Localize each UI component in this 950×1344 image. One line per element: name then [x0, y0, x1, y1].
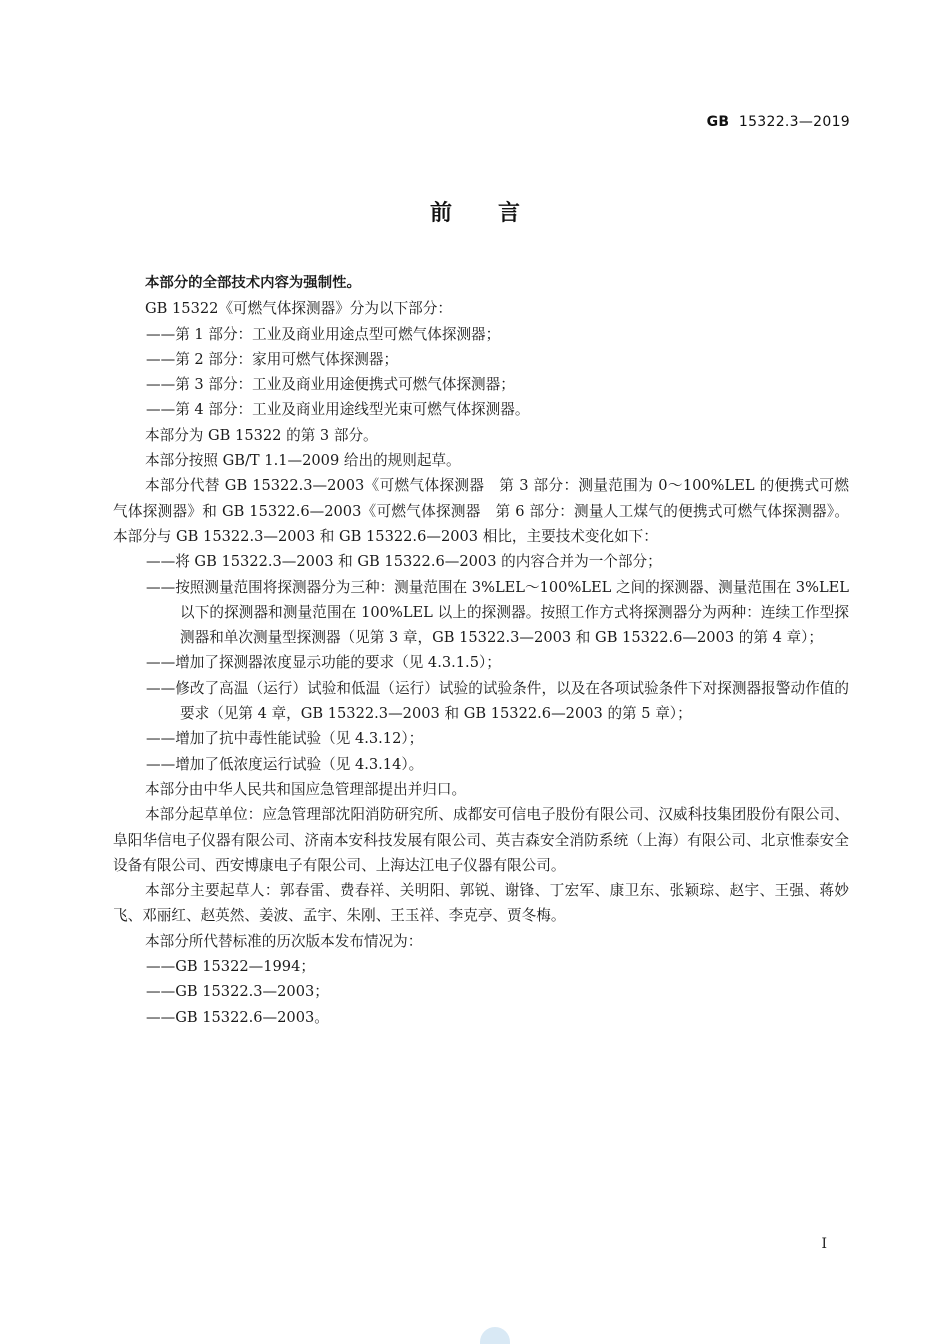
list-item-part3: ——第 3 部分：工业及商业用途便携式可燃气体探测器； — [146, 376, 515, 394]
list-item-history3: ——GB 15322.6—2003。 — [146, 1008, 329, 1026]
list-item-change3: ——增加了探测器浓度显示功能的要求（见 4.3.1.5）； — [146, 654, 501, 672]
standard-code-prefix: GB — [706, 114, 730, 130]
paragraph-drafting-units: 本部分起草单位：应急管理部沈阳消防研究所、成都安可信电子股份有限公司、汉威科技集团股份有限公司、阜阳华信电子仪器有限公司、济南本安科技发展有限公司、英吉森安全消防系统（上海）有限公司、北京惟泰安全设备有限公司、西安博康电子有限公司、上海达江电子仪器有限公司。 — [113, 806, 849, 874]
paragraph-drafting-rules: 本部分按照 GB/T 1.1—2009 给出的规则起草。 — [145, 452, 461, 470]
page-title: 前言 — [429, 201, 566, 226]
list-item-change2: ——按照测量范围将探测器分为三种：测量范围在 3%LEL～100%LEL 之间的探测器、测量范围在 3%LEL 以下的探测器和测量范围在 100%LEL 以上的探测器。按照工作方式将探测器分为两种：连续工作型探测器和单次测量型探测器（见第 3 章，GB 15322.3—2003 和 GB 15322.6—2003 的第 4 章）； — [146, 578, 849, 647]
list-item-history2: ——GB 15322.3—2003； — [146, 983, 329, 1001]
list-item-change5: ——增加了抗中毒性能试验（见 4.3.12）； — [146, 730, 424, 748]
list-item-part4: ——第 4 部分：工业及商业用途线型光束可燃气体探测器。 — [146, 401, 530, 419]
standard-code — [707, 114, 850, 130]
document-body — [113, 271, 849, 1030]
list-item-history1: ——GB 15322—1994； — [146, 958, 315, 976]
list-item-change6: ——增加了低浓度运行试验（见 4.3.14）。 — [146, 755, 424, 773]
list-item-change1: ——将 GB 15322.3—2003 和 GB 15322.6—2003 的内容合并为一个部分； — [146, 553, 662, 571]
list-item-part2: ——第 2 部分：家用可燃气体探测器； — [146, 350, 399, 368]
paragraph-parts-intro: GB 15322《可燃气体探测器》分为以下部分： — [145, 300, 452, 318]
list-item-change4: ——修改了高温（运行）试验和低温（运行）试验的试验条件，以及在各项试验条件下对探测器报警动作值的要求（见第 4 章，GB 15322.3—2003 和 GB 15322.6—2003 的第 5 章）； — [146, 679, 849, 723]
page-number: I — [821, 1236, 827, 1252]
mandatory-statement: 本部分的全部技术内容为强制性。 — [145, 275, 361, 291]
paragraph-part-number: 本部分为 GB 15322 的第 3 部分。 — [145, 426, 378, 444]
standard-code-number: 15322.3—2019 — [738, 114, 850, 130]
paragraph-proposer: 本部分由中华人民共和国应急管理部提出并归口。 — [145, 780, 467, 798]
list-item-part1: ——第 1 部分：工业及商业用途点型可燃气体探测器； — [146, 325, 501, 343]
watermark-seal-icon — [480, 1327, 510, 1344]
paragraph-replaces: 本部分代替 GB 15322.3—2003《可燃气体探测器 第 3 部分：测量范围为 0～100%LEL 的便携式可燃气体探测器》和 GB 15322.6—2003《可燃气体探测器 第 6 部分：测量人工煤气的便携式可燃气体探测器》。本部分与 GB 15322.3—2003 和 GB 15322.6—2003 相比，主要技术变化如下： — [113, 477, 849, 545]
paragraph-history-intro: 本部分所代替标准的历次版本发布情况为： — [145, 932, 423, 950]
paragraph-drafters: 本部分主要起草人：郭春雷、费春祥、关明阳、郭锐、谢锋、丁宏军、康卫东、张颖琮、赵宇、王强、蒋妙飞、邓丽红、赵英然、姜波、孟宇、朱刚、王玉祥、李克亭、贾冬梅。 — [113, 882, 849, 925]
